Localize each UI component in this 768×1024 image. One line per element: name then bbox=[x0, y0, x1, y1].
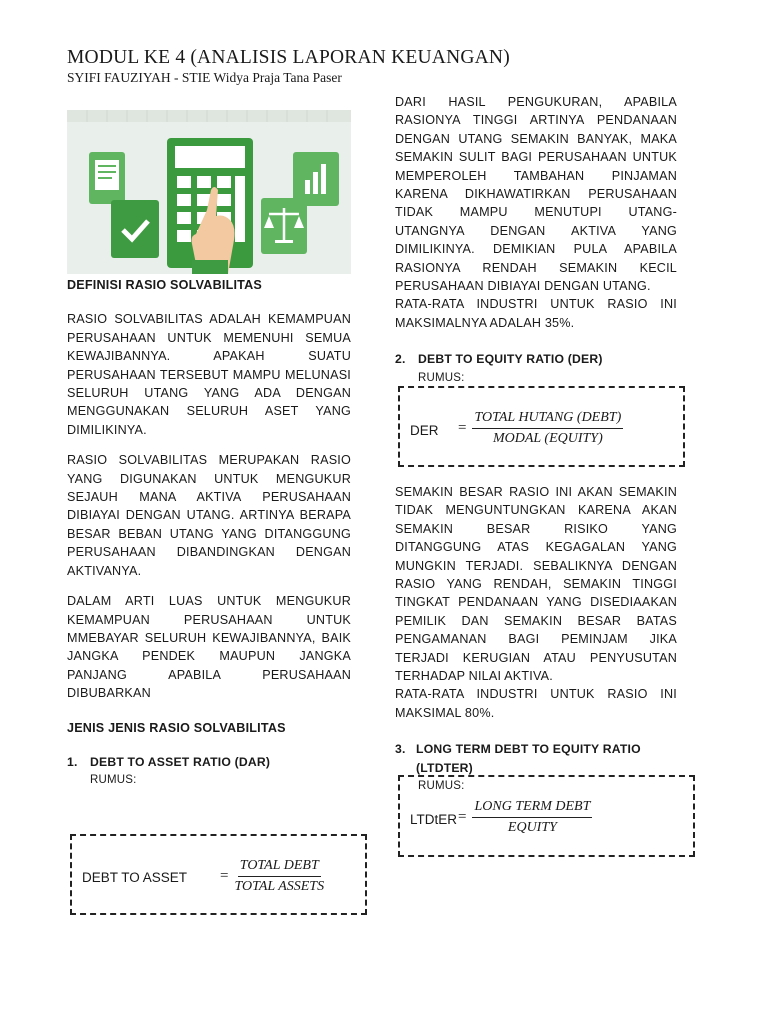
balance-scale-icon bbox=[261, 198, 307, 254]
equals-sign: = bbox=[458, 809, 467, 825]
numerator: LONG TERM DEBT bbox=[472, 799, 592, 818]
types-heading: JENIS JENIS RASIO SOLVABILITAS bbox=[67, 720, 286, 735]
paragraph-dar-average: RATA-RATA INDUSTRI UNTUK RASIO INI MAKSIMALNYA ADALAH 35%. bbox=[395, 297, 677, 330]
formula-fraction bbox=[220, 858, 324, 895]
formula-label: DEBT TO ASSET bbox=[82, 870, 188, 885]
denominator: EQUITY bbox=[507, 820, 557, 835]
rumus-label: RUMUS: bbox=[90, 774, 137, 787]
left-column bbox=[67, 276, 351, 790]
paragraph-der-explanation: SEMAKIN BESAR RASIO INI AKAN SEMAKIN TIDAK MENGUNTUNGKAN KARENA AKAN SEMAKIN BESAR RISIKO YANG DITANGGUNG ATAS KEGAGALAN YANG MUNGKIN TERJADI. SEBALIKNYA DENGAN RASIO YANG RENDAH, SEMAKIN TINGGI TINGKAT PENDANAAN YANG DISEDIAAKAN PEMILIK DAN SEMAKIN BESAR BATAS PENGAMANAN BAGI PEMINJAM JIKA TERJADI KERUGIAN ATAU PENYUSUTAN TERHADAP NILAI AKTIVA. bbox=[395, 485, 677, 684]
numerator: TOTAL DEBT bbox=[238, 858, 321, 877]
equals-sign: = bbox=[220, 868, 229, 884]
formula-der-box bbox=[398, 386, 685, 467]
item-title: DEBT TO EQUITY RATIO (DER) bbox=[418, 352, 603, 367]
item-ltdter-heading bbox=[395, 740, 677, 777]
right-column-top bbox=[395, 93, 677, 387]
formula-label: LTDtER bbox=[410, 812, 458, 827]
right-column-bottom bbox=[395, 483, 677, 796]
item-der-heading bbox=[395, 350, 677, 368]
formula-fraction bbox=[458, 799, 592, 836]
checkmark-icon bbox=[111, 200, 159, 258]
paragraph-definition: RASIO SOLVABILITAS ADALAH KEMAMPUAN PERUSAHAAN UNTUK MEMENUHI SEMUA KEWAJIBANNYA. APAKAH SUATU PERUSAHAAN TERSEBUT MAMPU MELUNASI SELURUH UTANG YANG ADA DENGAN MENGGUNAKAN SELURUH ASET YANG DIMILIKINYA. bbox=[67, 312, 351, 437]
paragraph-broad-meaning: DALAM ARTI LUAS UNTUK MENGUKUR KEMAMPUAN PERUSAHAAN UNTUK MMEBAYAR SELURUH KEWAJIBANNYA, BAIK JANGKA PENDEK MAUPUN JANGKA PANJANG APABILA PERUSAHAAN DIBUBARKAN bbox=[67, 594, 351, 701]
item-number: 2. bbox=[395, 352, 406, 367]
denominator: TOTAL ASSETS bbox=[234, 879, 325, 894]
paragraph-purpose: RASIO SOLVABILITAS MERUPAKAN RASIO YANG DIGUNAKAN UNTUK MENGUKUR SEJAUH MANA AKTIVA PERUSAHAAN DIBIAYAI DENGAN UTANG. ARTINYA BERAPA BESAR BEBAN UTANG YANG DITANGGUNG PERUSAHAAN DIBANDINGKAN DENGAN AKTIVANYA. bbox=[67, 453, 351, 578]
rumus-label: RUMUS: bbox=[418, 780, 465, 793]
denominator: MODAL (EQUITY) bbox=[492, 431, 603, 446]
paragraph-dar-explanation: DARI HASIL PENGUKURAN, APABILA RASIONYA TINGGI ARTINYA PENDANAAN DENGAN UTANG SEMAKIN BANYAK, MAKA SEMAKIN SULIT BAGI PERUSAHAAN UNTUK MEMPEROLEH TAMBAHAN PINJAMAN KARENA DIKHAWATIRKAN PERUSAHAAN TIDAK MAMPU MENUTUPI UTANG-UTANGNYA DENGAN AKTIVA YANG DIMILIKINYA. DEMIKIAN PULA APABILA RASIONYA RENDAH SEMAKIN KECIL PERUSAHAAN DIBIAYAI DENGAN UTANG. bbox=[395, 95, 677, 294]
formula-dar-box bbox=[70, 834, 367, 915]
item-number: 1. bbox=[67, 754, 78, 769]
formula-label: DER bbox=[410, 423, 439, 438]
item-number: 3. bbox=[395, 742, 406, 757]
rumus-label: RUMUS: bbox=[418, 371, 465, 384]
document-icon bbox=[89, 152, 125, 204]
page-subtitle: SYIFI FAUZIYAH - STIE Widya Praja Tana Paser bbox=[67, 70, 342, 85]
bar-chart-icon bbox=[293, 152, 339, 206]
page-title: MODUL KE 4 (ANALISIS LAPORAN KEUANGAN) bbox=[67, 47, 510, 68]
formula-ltdter-box bbox=[398, 775, 695, 857]
item-title: DEBT TO ASSET RATIO (DAR) bbox=[90, 754, 271, 769]
definition-heading: DEFINISI RASIO SOLVABILITAS bbox=[67, 278, 263, 292]
equals-sign: = bbox=[458, 420, 467, 436]
calculator-illustration bbox=[67, 110, 351, 274]
numerator: TOTAL HUTANG (DEBT) bbox=[472, 410, 623, 429]
item-title: LONG TERM DEBT TO EQUITY RATIO (LTDTER) bbox=[416, 742, 641, 775]
paragraph-der-average: RATA-RATA INDUSTRI UNTUK RASIO INI MAKSIMAL 80%. bbox=[395, 687, 677, 720]
item-dar-heading bbox=[67, 753, 351, 771]
formula-fraction bbox=[458, 410, 623, 447]
